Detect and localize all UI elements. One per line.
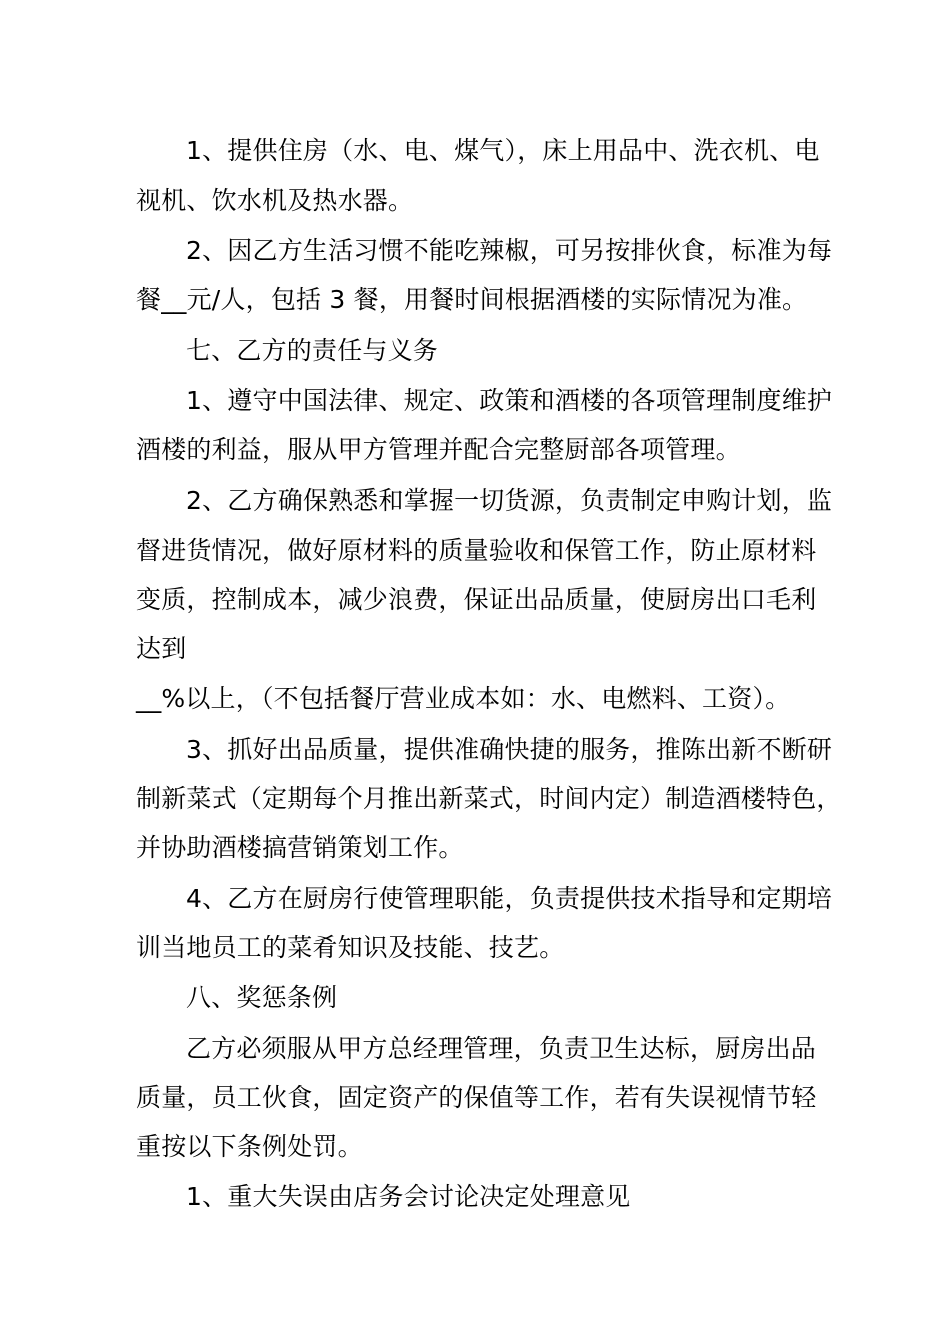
text-line: 1、提供住房（水、电、煤气），床上用品中、洗衣机、电 [186, 136, 820, 165]
text-line: 督进货情况，做好原材料的质量验收和保管工作，防止原材料 [136, 536, 817, 565]
text-line: 达到 [136, 634, 187, 663]
text-line: 2、乙方确保熟悉和掌握一切货源，负责制定申购计划，监 [186, 486, 833, 515]
text-line: 制新菜式（定期每个月推出新菜式，时间内定）制造酒楼特色， [136, 784, 842, 813]
text-line: 2、因乙方生活习惯不能吃辣椒，可另按排伙食，标准为每 [186, 236, 833, 265]
text-line: 4、乙方在厨房行使管理职能，负责提供技术指导和定期培 [186, 884, 833, 913]
text-line: 1、遵守中国法律、规定、政策和酒楼的各项管理制度维护 [186, 386, 833, 415]
text-line: 质量，员工伙食，固定资产的保值等工作，若有失误视情节轻 [136, 1083, 817, 1112]
text-line: __%以上，（不包括餐厅营业成本如：水、电燃料、工资）。 [136, 684, 791, 713]
text-line: 训当地员工的菜肴知识及技能、技艺。 [136, 933, 565, 962]
section-heading: 七、乙方的责任与义务 [186, 336, 439, 365]
text-line: 3、抓好出品质量，提供准确快捷的服务，推陈出新不断研 [186, 735, 833, 764]
text-line: 变质，控制成本，减少浪费，保证出品质量，使厨房出口毛利 [136, 585, 817, 614]
text-line: 1、重大失误由店务会讨论决定处理意见 [186, 1182, 631, 1211]
section-heading: 八、奖惩条例 [186, 983, 338, 1012]
text-line: 乙方必须服从甲方总经理管理，负责卫生达标，厨房出品 [186, 1034, 817, 1063]
text-line: 酒楼的利益，服从甲方管理并配合完整厨部各项管理。 [136, 435, 741, 464]
text-line: 并协助酒楼搞营销策划工作。 [136, 833, 464, 862]
text-line: 餐__元/人，包括 3 餐，用餐时间根据酒楼的实际情况为准。 [136, 285, 808, 314]
text-line: 视机、饮水机及热水器。 [136, 186, 414, 215]
text-line: 重按以下条例处罚。 [136, 1132, 363, 1161]
